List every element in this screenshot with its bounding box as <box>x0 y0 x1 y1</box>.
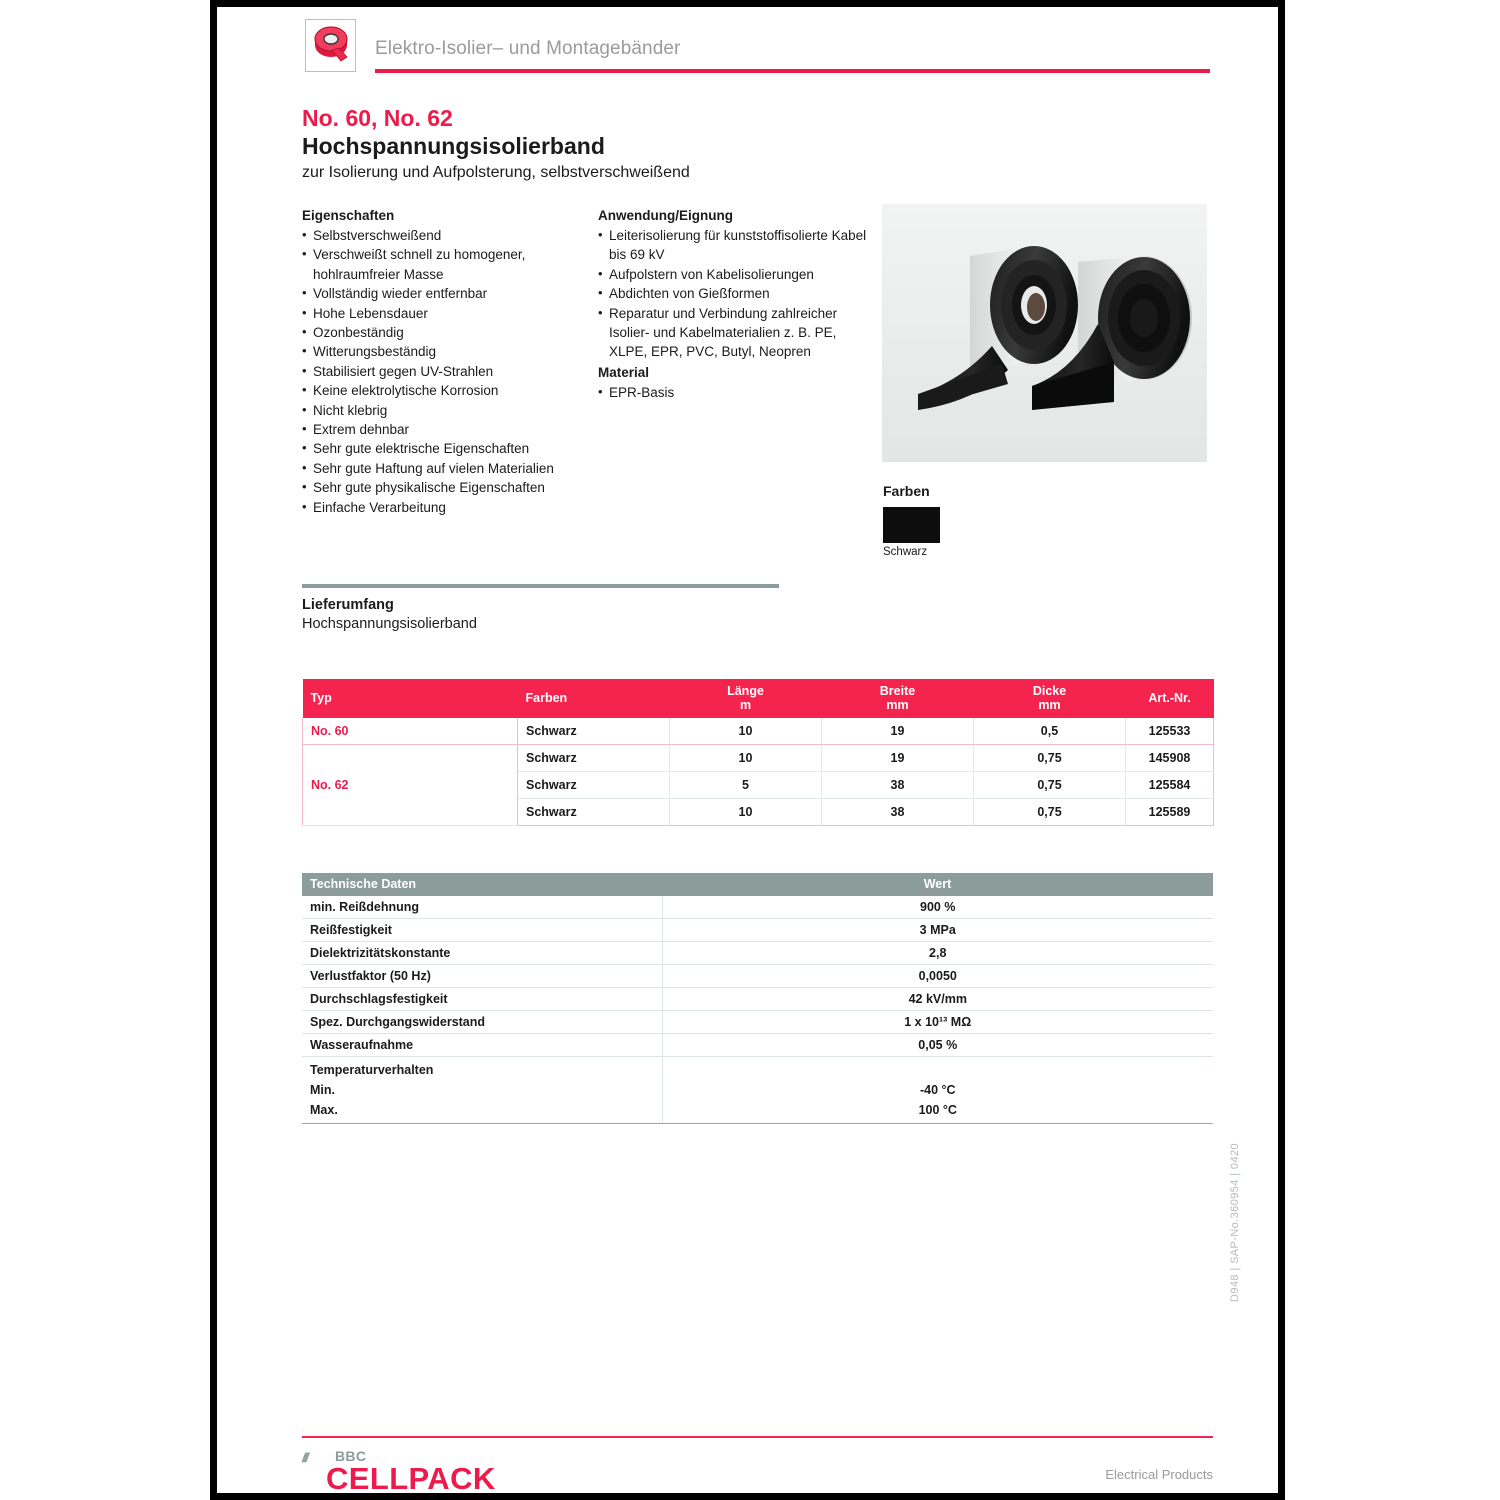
cell-artnr: 125589 <box>1126 799 1214 826</box>
tech-label: Dielektrizitätskonstante <box>302 942 662 965</box>
application-list <box>598 226 873 362</box>
features-column <box>302 207 582 517</box>
cell-artnr: 125584 <box>1126 772 1214 799</box>
material-list <box>598 383 873 402</box>
cell-dicke: 0,75 <box>974 799 1126 826</box>
list-item: • Leiterisolierung für kunststoffisolierte Kabel bis 69 kV <box>598 226 873 265</box>
colors-heading: Farben <box>883 483 930 499</box>
application-heading: Anwendung/Eignung <box>598 208 733 223</box>
list-item: • Witterungsbeständig <box>302 342 582 361</box>
tech-table-header-row <box>302 873 1213 896</box>
temp-heading: Temperaturverhalten <box>310 1063 434 1077</box>
title-block <box>302 105 690 184</box>
col-header-laenge <box>670 679 822 718</box>
temp-min-value: -40 °C <box>919 1083 956 1097</box>
footer-right-text: Electrical Products <box>1105 1467 1213 1482</box>
col-header-typ <box>303 679 518 718</box>
cell-dicke: 0,75 <box>974 745 1126 772</box>
logo-cellpack-text: CELLPACK <box>326 1461 496 1496</box>
page-sheet <box>217 7 1278 1496</box>
cell-laenge: 5 <box>670 772 822 799</box>
scope-heading: Lieferumfang <box>302 597 394 613</box>
tech-label: min. Reißdehnung <box>302 896 662 919</box>
cell-breite: 38 <box>822 799 974 826</box>
col-header-laenge-main: Länge <box>727 684 764 698</box>
features-heading: Eigenschaften <box>302 208 395 223</box>
page-title: Hochspannungsisolierband <box>302 133 605 159</box>
tech-label-temperature <box>302 1057 662 1124</box>
cell-typ: No. 60 <box>303 718 518 745</box>
list-item: • Stabilisiert gegen UV-Strahlen <box>302 362 582 381</box>
tech-value: 42 kV/mm <box>662 988 1213 1011</box>
tape-roll-icon <box>305 19 356 72</box>
cell-laenge: 10 <box>670 718 822 745</box>
col-header-farben-main: Farben <box>525 690 568 705</box>
col-header-dicke <box>974 679 1126 718</box>
col-header-artnr-main: Art.-Nr. <box>1148 690 1191 705</box>
tech-value: 0,05 % <box>662 1034 1213 1057</box>
list-item: • Einfache Verarbeitung <box>302 498 582 517</box>
technical-data-table <box>302 873 1213 1124</box>
cell-farben: Schwarz <box>518 745 670 772</box>
product-table-header-row <box>303 679 1214 718</box>
list-item: • Sehr gute physikalische Eigenschaften <box>302 478 582 497</box>
table-row <box>302 988 1213 1011</box>
list-item: • Sehr gute Haftung auf vielen Materialien <box>302 459 582 478</box>
list-item: • Vollständig wieder entfernbar <box>302 284 582 303</box>
cell-farben: Schwarz <box>518 772 670 799</box>
cell-farben: Schwarz <box>518 718 670 745</box>
col-header-breite-main: Breite <box>879 684 916 698</box>
product-table <box>302 679 1214 826</box>
list-item: • Sehr gute elektrische Eigenschaften <box>302 439 582 458</box>
footer-red-rule <box>302 1436 1213 1438</box>
col-header-farben <box>518 679 670 718</box>
col-header-laenge-unit: m <box>739 698 752 712</box>
tech-col-header-value: Wert <box>662 873 1213 896</box>
page-article-numbers: No. 60, No. 62 <box>302 105 453 131</box>
cell-breite: 19 <box>822 745 974 772</box>
tech-value: 3 MPa <box>662 919 1213 942</box>
col-header-dicke-unit: mm <box>1038 698 1061 712</box>
col-header-breite <box>822 679 974 718</box>
col-header-breite-unit: mm <box>886 698 909 712</box>
tech-value: 900 % <box>662 896 1213 919</box>
cell-artnr: 145908 <box>1126 745 1214 772</box>
table-row <box>302 1034 1213 1057</box>
footer-vertical-code: D948 | SAP-No.360954 | 0420 <box>1229 1142 1241 1302</box>
list-item: • Ozonbeständig <box>302 323 582 342</box>
tech-label: Spez. Durchgangswiderstand <box>302 1011 662 1034</box>
tech-value: 2,8 <box>662 942 1213 965</box>
list-item: • Keine elektrolytische Korrosion <box>302 381 582 400</box>
scope-divider <box>302 584 779 588</box>
cell-typ: No. 62 <box>303 745 518 826</box>
list-item: • Aufpolstern von Kabelisolierungen <box>598 265 873 284</box>
logo-bbc-text: BBC <box>335 1448 367 1464</box>
temp-max-value: 100 °C <box>918 1103 957 1117</box>
list-item: • Abdichten von Gießformen <box>598 284 873 303</box>
list-item: • Nicht klebrig <box>302 401 582 420</box>
tech-label: Reißfestigkeit <box>302 919 662 942</box>
features-list <box>302 226 582 517</box>
color-swatch-schwarz <box>883 507 940 543</box>
table-row <box>302 919 1213 942</box>
scope-text: Hochspannungsisolierband <box>302 616 477 632</box>
tech-label: Verlustfaktor (50 Hz) <box>302 965 662 988</box>
page-header <box>305 19 1210 81</box>
page-subtitle: zur Isolierung und Aufpolsterung, selbstverschweißend <box>302 164 690 181</box>
material-heading: Material <box>598 364 650 380</box>
temp-max-label: Max. <box>310 1103 338 1117</box>
tech-col-header-label: Technische Daten <box>302 873 662 896</box>
cell-dicke: 0,5 <box>974 718 1126 745</box>
list-item: • Hohe Lebensdauer <box>302 304 582 323</box>
tech-label: Wasseraufnahme <box>302 1034 662 1057</box>
list-item: • Extrem dehnbar <box>302 420 582 439</box>
table-row <box>302 965 1213 988</box>
cell-laenge: 10 <box>670 745 822 772</box>
table-row <box>302 896 1213 919</box>
cell-dicke: 0,75 <box>974 772 1126 799</box>
datasheet-page <box>210 0 1285 1500</box>
table-row <box>302 942 1213 965</box>
tech-value: 0,0050 <box>662 965 1213 988</box>
tech-value: 1 x 10¹³ MΩ <box>662 1011 1213 1034</box>
table-row <box>303 745 1214 772</box>
col-header-dicke-main: Dicke <box>1032 684 1067 698</box>
header-title: Elektro-Isolier– und Montagebänder <box>375 38 681 59</box>
header-red-rule <box>375 69 1210 73</box>
table-row-temperature <box>302 1057 1213 1124</box>
col-header-artnr <box>1126 679 1214 718</box>
product-photo <box>882 204 1207 462</box>
temp-min-label: Min. <box>310 1083 335 1097</box>
list-item: • Verschweißt schnell zu homogener, hohlraumfreier Masse <box>302 245 582 284</box>
cell-breite: 38 <box>822 772 974 799</box>
application-column <box>598 207 873 402</box>
tech-value-temperature <box>662 1057 1213 1124</box>
list-item: • Selbstverschweißend <box>302 226 582 245</box>
table-row <box>303 718 1214 745</box>
cell-laenge: 10 <box>670 799 822 826</box>
col-header-typ-main: Typ <box>310 690 332 705</box>
temp-spacer <box>663 1060 1214 1080</box>
tech-label: Durchschlagsfestigkeit <box>302 988 662 1011</box>
cell-farben: Schwarz <box>518 799 670 826</box>
cell-breite: 19 <box>822 718 974 745</box>
cell-artnr: 125533 <box>1126 718 1214 745</box>
color-swatch-label: Schwarz <box>883 546 928 558</box>
logo-slashes-icon: /// <box>302 1450 307 1465</box>
list-item: • EPR-Basis <box>598 383 873 402</box>
list-item: • Reparatur und Verbindung zahlreicher Isolier- und Kabelmaterialien z. B. PE, XLPE, EPR, PVC, Butyl, Neopren <box>598 304 873 362</box>
table-row <box>302 1011 1213 1034</box>
